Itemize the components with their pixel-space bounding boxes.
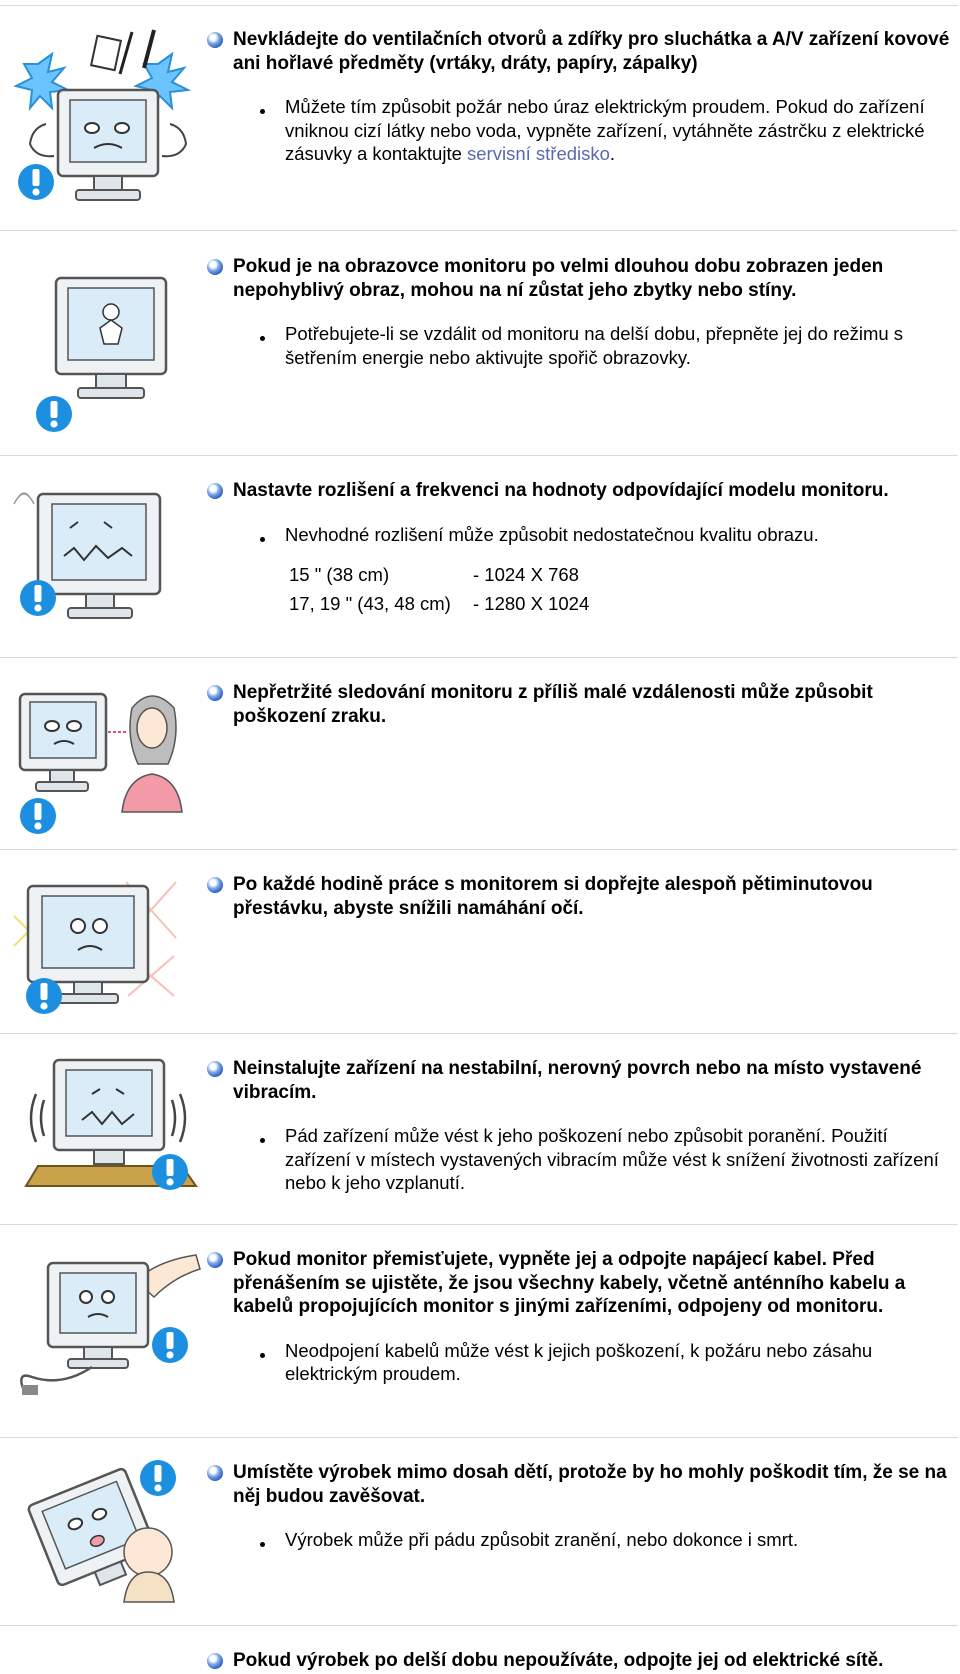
monitor-icon xyxy=(20,694,106,791)
bullet-dot-icon xyxy=(207,1252,223,1268)
divider xyxy=(0,849,958,850)
warning-icon xyxy=(36,396,72,432)
service-center-link[interactable]: servisní středisko xyxy=(467,143,610,164)
list-bullet-icon xyxy=(260,1542,265,1547)
section-content xyxy=(207,873,957,920)
list-bullet-icon xyxy=(260,1138,265,1143)
divider xyxy=(0,1437,958,1438)
warning-icon xyxy=(152,1327,188,1363)
bullet-dot-icon xyxy=(207,685,223,701)
bullet-dot-icon xyxy=(207,1465,223,1481)
warning-icon xyxy=(18,164,54,200)
list-item: Potřebujete-li se vzdálit od monitoru na delší dobu, přepněte jej do režimu s šetřením energie nebo aktivujte spořič obrazovky. xyxy=(207,322,957,369)
illustration-breaks xyxy=(8,876,208,1026)
section-content xyxy=(207,681,957,728)
divider xyxy=(0,1033,958,1034)
list-item: Můžete tím způsobit požár nebo úraz elektrickým proudem. Pokud do zařízení vniknou cizí látky nebo voda, vypněte zařízení, vytáhněte zástrčku z elektrické zásuvky a kontaktujte servisní středisko. xyxy=(207,95,957,166)
section-content xyxy=(207,1649,957,1673)
list-item: Pád zařízení může vést k jeho poškození nebo způsobit poranění. Použití zařízení v místech vystavených vibracím může vést k snížení životnosti zařízení nebo k jeho vzplanutí. xyxy=(207,1124,957,1195)
resolution-table xyxy=(207,560,957,618)
bullet-list xyxy=(207,1124,957,1195)
bullet-dot-icon xyxy=(207,32,223,48)
section-content xyxy=(207,255,957,369)
monitor-icon xyxy=(48,1263,148,1368)
illustration-resolution xyxy=(8,478,208,648)
list-bullet-icon xyxy=(260,1353,265,1358)
section-content xyxy=(207,1057,957,1195)
monitor-icon xyxy=(58,90,158,200)
list-item: Neodpojení kabelů může vést k jejich poškození, k požáru nebo zásahu elektrickým proudem. xyxy=(207,1339,957,1386)
illustration-static-image xyxy=(8,266,208,436)
bullet-dot-icon xyxy=(207,259,223,275)
warning-headline: Nevkládejte do ventilačních otvorů a zdířky pro sluchátka a A/V zařízení kovové ani hořlavé předměty (vrtáky, dráty, papíry, zápalky) xyxy=(207,28,957,75)
warning-icon xyxy=(140,1460,176,1496)
list-bullet-icon xyxy=(260,537,265,542)
monitor-icon xyxy=(38,494,160,618)
warning-icon xyxy=(20,798,56,834)
section-content xyxy=(207,479,957,618)
bullet-dot-icon xyxy=(207,483,223,499)
bullet-list xyxy=(207,1528,957,1552)
warning-icon xyxy=(26,978,62,1014)
divider xyxy=(0,5,958,6)
divider xyxy=(0,455,958,456)
table-row: 15 " (38 cm) - 1024 X 768 xyxy=(289,564,579,585)
illustration-foreign-objects xyxy=(8,24,208,224)
section-content xyxy=(207,1461,957,1552)
illustration-moving-monitor xyxy=(8,1241,208,1401)
bullet-list xyxy=(207,95,957,166)
bullet-dot-icon xyxy=(207,1653,223,1669)
illustration-children xyxy=(8,1452,208,1612)
bullet-dot-icon xyxy=(207,877,223,893)
divider xyxy=(0,230,958,231)
warning-icon xyxy=(20,580,56,616)
bullet-list xyxy=(207,523,957,547)
warning-headline: Nepřetržité sledování monitoru z příliš malé vzdálenosti může způsobit poškození zraku. xyxy=(207,681,957,728)
warning-icon xyxy=(152,1154,188,1190)
warning-headline: Pokud je na obrazovce monitoru po velmi dlouhou dobu zobrazen jeden nepohyblivý obraz, mohou na ní zůstat jeho zbytky nebo stíny. xyxy=(207,255,957,302)
list-item: Výrobek může při pádu způsobit zranění, nebo dokonce i smrt. xyxy=(207,1528,957,1552)
warning-headline: Pokud výrobek po delší dobu nepoužíváte, odpojte jej od elektrické sítě. xyxy=(207,1649,957,1673)
list-item: Nevhodné rozlišení může způsobit nedostatečnou kvalitu obrazu. xyxy=(207,523,957,547)
divider xyxy=(0,1625,958,1626)
section-content xyxy=(207,1248,957,1386)
illustration-unstable-surface xyxy=(8,1054,208,1214)
monitor-icon xyxy=(54,1060,164,1164)
table-row: 17, 19 " (43, 48 cm) - 1280 X 1024 xyxy=(289,593,590,614)
warning-headline: Nastavte rozlišení a frekvenci na hodnoty odpovídající modelu monitoru. xyxy=(207,479,957,503)
divider xyxy=(0,1224,958,1225)
list-bullet-icon xyxy=(260,336,265,341)
illustration-viewing-distance xyxy=(8,688,208,838)
divider xyxy=(0,657,958,658)
bullet-dot-icon xyxy=(207,1061,223,1077)
monitor-icon xyxy=(56,278,166,398)
bullet-list xyxy=(207,1339,957,1386)
warning-headline: Pokud monitor přemisťujete, vypněte jej a odpojte napájecí kabel. Před přenášením se ujistěte, že jsou všechny kabely, včetně anténního kabelu a kabelů propojujících monitor s jinými zařízeními, odpojeny od monitoru. xyxy=(207,1248,957,1319)
section-content xyxy=(207,28,957,166)
warning-headline: Neinstalujte zařízení na nestabilní, nerovný povrch nebo na místo vystavené vibracím. xyxy=(207,1057,957,1104)
warning-headline: Po každé hodině práce s monitorem si dopřejte alespoň pětiminutovou přestávku, abyste snížili namáhání očí. xyxy=(207,873,957,920)
list-bullet-icon xyxy=(260,109,265,114)
bullet-list xyxy=(207,322,957,369)
warning-headline: Umístěte výrobek mimo dosah dětí, protože by ho mohly poškodit tím, že se na něj budou zavěšovat. xyxy=(207,1461,957,1508)
